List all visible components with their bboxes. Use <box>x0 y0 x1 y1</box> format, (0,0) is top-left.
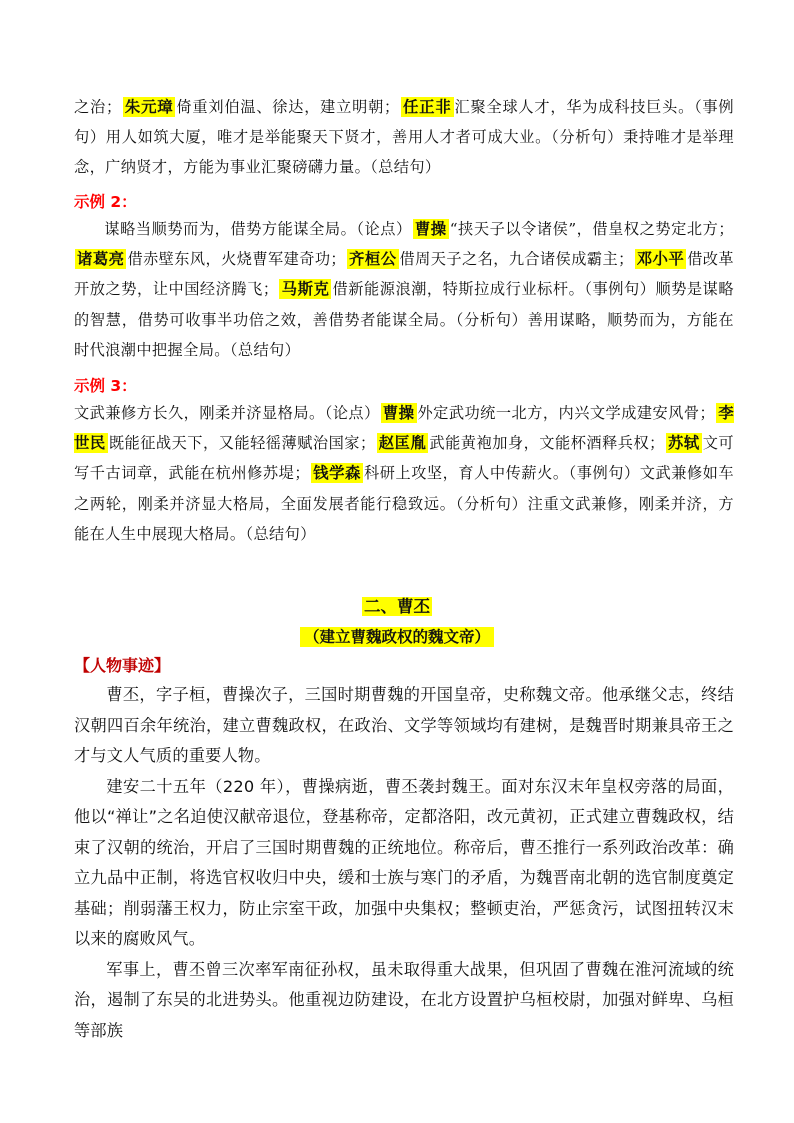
section-subtitle <box>0 625 794 647</box>
example-2-paragraph <box>74 214 734 365</box>
text: 武能黄袍加身，文能杯酒释兵权； <box>429 434 665 453</box>
highlighted-name: 诸葛亮 <box>77 250 125 269</box>
section-title-text: 二、曹丕 <box>364 597 430 616</box>
body-text <box>74 680 734 1046</box>
example-3-label: 示例 3： <box>74 377 137 395</box>
text: 借新能源浪潮，特斯拉成行业标杆。（事例句）顺势是谋略的智慧，借势可收事半功倍之效，善借势者能谋全局。（分析句）善用谋略，顺势而为，方能在时代浪潮中把握全局。（总结句） <box>74 280 734 359</box>
highlighted-name: 李世民 <box>74 404 734 453</box>
highlighted-name: 苏轼 <box>667 434 700 453</box>
example-1-paragraph <box>74 92 734 183</box>
text: 借改革开放之势，让中国经济腾飞； <box>74 250 735 299</box>
text: “挟天子以令诸侯”，借皇权之势定北方； <box>449 220 734 238</box>
text: 借赤壁东风，火烧曹军建奇功； <box>127 250 347 269</box>
text: 倚重刘伯温、徐达，建立明朝； <box>176 98 400 116</box>
highlighted-name: 马斯克 <box>281 280 330 299</box>
highlighted-name: 曹操 <box>414 220 447 238</box>
paragraph-2: 建安二十五年（220 年），曹操病逝，曹丕袭封魏王。面对东汉末年皇权旁落的局面，他以“禅让”之名迫使汉献帝退位，登基称帝，定都洛阳，改元黄初，正式建立曹魏政权，结束了汉朝的统治，开启了三国时期曹魏的正统地位。称帝后，曹丕推行一系列政治改革：确立九品中正制，将选官权收归中央，缓和士族与寒门的矛盾，为魏晋南北朝的选官制度奠定基础；削弱藩王权力，防止宗室干政，加强中央集权；整顿吏治，严惩贪污，试图扭转汉末以来的腐败风气。 <box>74 776 734 948</box>
highlighted-name: 赵匡胤 <box>378 434 427 453</box>
highlighted-name: 任正非 <box>402 98 452 116</box>
text: 之治； <box>74 98 122 116</box>
text: 科研上攻坚，育人中传薪火。（事例句）文武兼修如车之两轮，刚柔并济显大格局，全面发展者能行稳致远。（分析句）注重文武兼修，刚柔并济，方能在人生中展现大格局。（总结句） <box>74 464 735 543</box>
text: 文可写千古词章，武能在杭州修苏堤； <box>74 434 734 483</box>
section-subtitle-text: （建立曹魏政权的魏文帝） <box>300 627 494 647</box>
highlighted-name: 齐桓公 <box>349 250 397 269</box>
character-deeds-label: 【人物事迹】 <box>74 656 171 675</box>
text: 既能征战天下，又能轻徭薄赋治国家； <box>108 434 376 453</box>
paragraph-1: 曹丕，字子桓，曹操次子，三国时期曹魏的开国皇帝，史称魏文帝。他承继父志，终结汉朝四百余年统治，建立曹魏政权，在政治、文学等领域均有建树，是魏晋时期兼具帝王之才与文人气质的重要人物。 <box>74 685 734 765</box>
text: 汇聚全球人才，华为成科技巨头。（事例句）用人如筑大厦，唯才是举能聚天下贤才，善用人才者可成大业。（分析句）秉持唯才是举理念，广纳贤才，方能为事业汇聚磅礴力量。（总结句） <box>74 98 734 177</box>
paragraph-3: 军事上，曹丕曾三次率军南征孙权，虽未取得重大战果，但巩固了曹魏在淮河流域的统治，遏制了东吴的北进势头。他重视边防建设，在北方设置护乌桓校尉，加强对鲜卑、乌桓等部族 <box>74 959 734 1040</box>
text: 外定武功统一北方，内兴文学成建安风骨； <box>417 404 716 422</box>
highlighted-name: 邓小平 <box>636 250 685 269</box>
example-3-paragraph <box>74 398 734 549</box>
highlighted-name: 钱学森 <box>312 464 361 483</box>
text: 借周天子之名，九合诸侯成霸主； <box>399 250 634 269</box>
example-2-label: 示例 2： <box>74 193 137 211</box>
section-title <box>0 593 794 617</box>
highlighted-name: 曹操 <box>382 404 415 422</box>
text: 文武兼修方长久，刚柔并济显格局。（论点） <box>74 404 380 422</box>
text: 谋略当顺势而为，借势方能谋全局。（论点） <box>104 220 412 238</box>
highlighted-name: 朱元璋 <box>124 98 174 116</box>
